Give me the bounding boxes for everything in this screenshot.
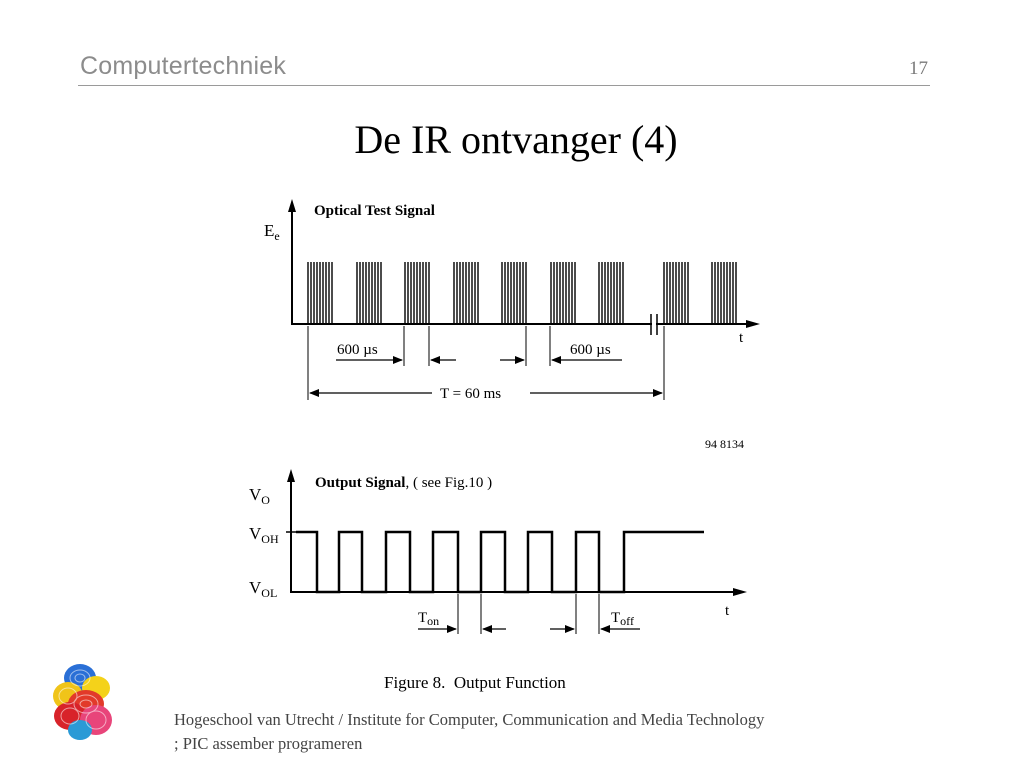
output-time-axis-arrow [733, 588, 747, 596]
optical-burst [712, 262, 736, 324]
optical-y-axis-arrow [288, 199, 296, 212]
output-waveform [296, 532, 704, 592]
optical-bursts [308, 262, 736, 324]
burst-width-label-left: 600 µs [337, 342, 378, 358]
optical-test-signal-diagram [264, 199, 760, 451]
optical-burst [357, 262, 381, 324]
optical-burst [405, 262, 429, 324]
footer [174, 708, 934, 756]
optical-time-axis-arrow [746, 320, 760, 328]
optical-burst [308, 262, 332, 324]
output-signal-title: Output Signal, ( see Fig.10 ) [315, 475, 493, 491]
vol-label: $V_{OL}$ [249, 578, 278, 600]
fingerprint-logo-image [53, 664, 112, 740]
optical-burst [502, 262, 526, 324]
optical-time-label: t [739, 330, 744, 346]
optical-signal-title: Optical Test Signal [314, 203, 435, 219]
course-title: Computertechniek [80, 52, 287, 80]
output-time-label: t [725, 603, 730, 619]
optical-burst [454, 262, 478, 324]
vo-label: $V_O$ [249, 485, 270, 507]
period-label: T = 60 ms [440, 386, 502, 402]
optical-burst [664, 262, 688, 324]
voh-label: $V_{OH}$ [249, 524, 279, 546]
optical-y-axis-label: $E_e$ [264, 221, 280, 243]
page-number: 17 [909, 58, 928, 79]
output-y-axis-arrow [287, 469, 295, 482]
school-logo [46, 660, 122, 744]
footer-course: ; PIC assember programeren [174, 734, 363, 753]
toff-label: $T_{off}$ [611, 610, 634, 628]
output-signal-diagram [249, 469, 747, 692]
figure-caption: Figure 8. Output Function [384, 673, 566, 692]
figure-code: 94 8134 [705, 437, 744, 451]
burst-width-label-right: 600 µs [570, 342, 611, 358]
optical-burst [551, 262, 575, 324]
optical-burst [599, 262, 623, 324]
ton-label: $T_{on}$ [418, 610, 440, 628]
slide-title: De IR ontvanger (4) [354, 117, 678, 162]
footer-institute: Hogeschool van Utrecht / Institute for Computer, Communication and Media Technology [174, 710, 765, 729]
